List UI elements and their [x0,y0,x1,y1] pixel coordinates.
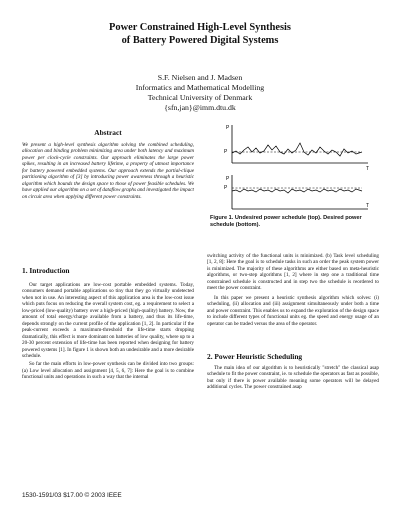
bottom-pc-label: P [224,185,228,191]
author-department: Informatics and Mathematical Modelling [135,83,265,92]
bottom-t-label: T [366,203,370,209]
author-names: S.F. Nielsen and J. Madsen [157,73,243,82]
abstract-heading: Abstract [94,128,122,137]
top-pc-label: P [224,149,228,155]
paper-title [0,21,400,47]
right-paragraph-1: switching activity of the functional units is minimized. (b) Task level scheduling [1, 2, 8]: Here the goal is to schedule tasks in such an order the peak system power is minimized. The majority of these algorithms are either based on meta-heuristic algorithms, or two-step algorithms [1, 2] where in step one a traditional time constrained schedule is constructed and in step two the schedule is reordered to meet the power constraint. [207,253,379,292]
top-power-trace [232,143,362,156]
author-university: Technical University of Denmark [147,93,253,102]
right-paragraph-2: In this paper we present a heuristic synthesis algorithm which solves: (i) scheduling, (ii) allocation and (iii) assignment simultaneously under both a time and power constraint. This enables us to expand the exploration of the design space to include different types of functional units eg. the speed and energy usage of an operator can be traded versus the area of the operator. [207,294,379,327]
figure-caption: Figure 1. Undesired power schedule (top). Desired power schedule (bottom). [210,215,362,228]
title-line-2: of Battery Powered Digital Systems [121,35,279,46]
author-email: {sfn,jan}@imm.dtu.dk [164,103,236,112]
intro-paragraph-2: So far the main efforts in low-power synthesis can be divided into two groups: (a) Low level allocation and assignment [4, 5, 6, 7]: Here the goal is to combine functional units and operations in such a way that the internal [22,361,194,381]
right-column-body [207,253,379,330]
bottom-power-trace [232,189,362,193]
copyright-footer: 1530-1591/03 $17.00 © 2003 IEEE [22,492,122,499]
section-2-heading: 2. Power Heuristic Scheduling [207,352,303,361]
intro-heading: 1. Introduction [22,266,70,275]
top-t-label: T [366,166,370,172]
section-2-body [207,365,379,391]
intro-paragraph-1: Our target applications are low-cost portable embedded systems. Today, consumers demand portable applications so tiny that they go virtually undetected when not in use. An interesting aspect of this application area is the low-cost issue which puts focus on reducing the overall system cost, eg. a requirement to select a low-priced (low-quality) battery over a high-priced (high-quality) battery. Now, the amount of total energy/charge available from a battery, and thus its life-time, depends strongly on the current profile of the application [1, 2]. In particular if the peak-current exceeds a maximum-threshold the life-time starts dropping dramatically, this effect is more dominant on batteries of low quality, where up to a 20-30 percent extension of life-time has been reported when designing for battery powered systems [1]. In figure 1 is shown both an undesirable and a more desirable schedule. [22,282,194,359]
author-block [0,73,400,113]
top-p-label: P [226,125,230,131]
title-line-1: Power Constrained High-Level Synthesis [109,22,291,33]
power-schedule-figure [222,123,372,213]
bottom-p-label: P [226,176,230,182]
intro-body [22,282,194,383]
section-2-paragraph-1: The main idea of our algorithm is to heuristically "stretch" the classical asap schedule to fit the power constraint, ie. to schedule the operators as fast as possible, but only if there is power available meaning some operators will be delayed additional cycles. The power constrained asap [207,365,379,391]
abstract-text: We present a high-level synthesis algorithm solving the combined scheduling, allocation and binding problem minimizing area under both latency and maximum power per clock-cycle constraints. Our approach eliminates the large power spikes, resulting in an increased battery lifetime, a property of utmost importance for battery powered embedded systems. Our approach extends the partial-clique partitioning algorithm of [3] by introducing power awareness through a heuristic algorithm which bounds the design space to those of power feasible schedules. We have applied our algorithm on a set of dataflow graphs and investigated the impact on circuit area when applying different power constraints. [22,142,194,200]
